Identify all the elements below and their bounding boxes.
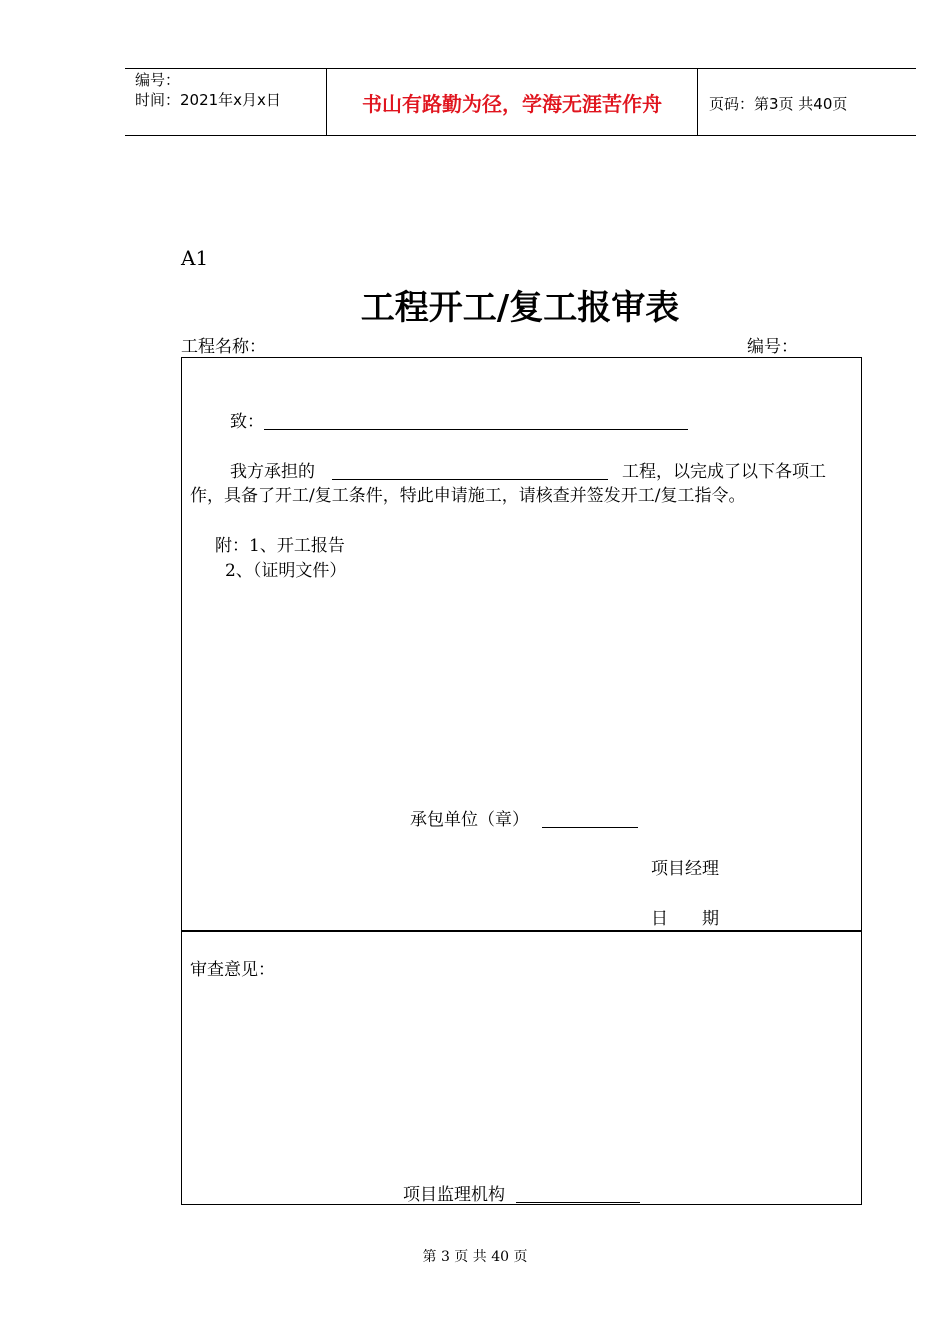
- paragraph-line1-suffix: 工程，以完成了以下各项工: [622, 462, 826, 482]
- supervisor-label: 项目监理机构: [403, 1185, 505, 1205]
- review-label: 审查意见：: [190, 960, 275, 980]
- form-number-label: 编号：: [747, 337, 798, 357]
- form-title: 工程开工/复工报审表: [360, 288, 680, 328]
- header-top-rule: [125, 68, 916, 69]
- application-box: [181, 357, 862, 932]
- contractor-label: 承包单位（章）: [410, 810, 529, 830]
- supervisor-underline: [516, 1202, 640, 1203]
- date-label: 日 期: [651, 909, 719, 929]
- attachment-2: 2、（证明文件）: [225, 561, 347, 581]
- project-name-label: 工程名称：: [181, 337, 266, 357]
- contractor-underline: [542, 827, 638, 828]
- footer-page-number: 第 3 页 共 40 页: [422, 1249, 528, 1265]
- header-page-info: 页码：第3页 共40页: [709, 95, 848, 113]
- project-underline: [332, 479, 608, 480]
- paragraph-line2: 作，具备了开工/复工条件，特此申请施工，请核查并签发开工/复工指令。: [190, 486, 746, 506]
- header-time-label: 时间：2021年x月x日: [135, 91, 281, 109]
- paragraph-line1-prefix: 我方承担的: [230, 462, 315, 482]
- to-label: 致：: [230, 412, 264, 432]
- review-box: [181, 930, 862, 1205]
- header-motto: 书山有路勤为径，学海无涯苦作舟: [362, 92, 662, 116]
- header-divider-right: [697, 68, 698, 135]
- form-code: A1: [181, 246, 209, 270]
- project-manager-label: 项目经理: [651, 859, 719, 879]
- to-underline: [264, 429, 688, 430]
- header-bottom-rule: [125, 135, 916, 136]
- header-number-label: 编号：: [135, 71, 181, 89]
- attachment-1: 附：1、开工报告: [215, 536, 345, 556]
